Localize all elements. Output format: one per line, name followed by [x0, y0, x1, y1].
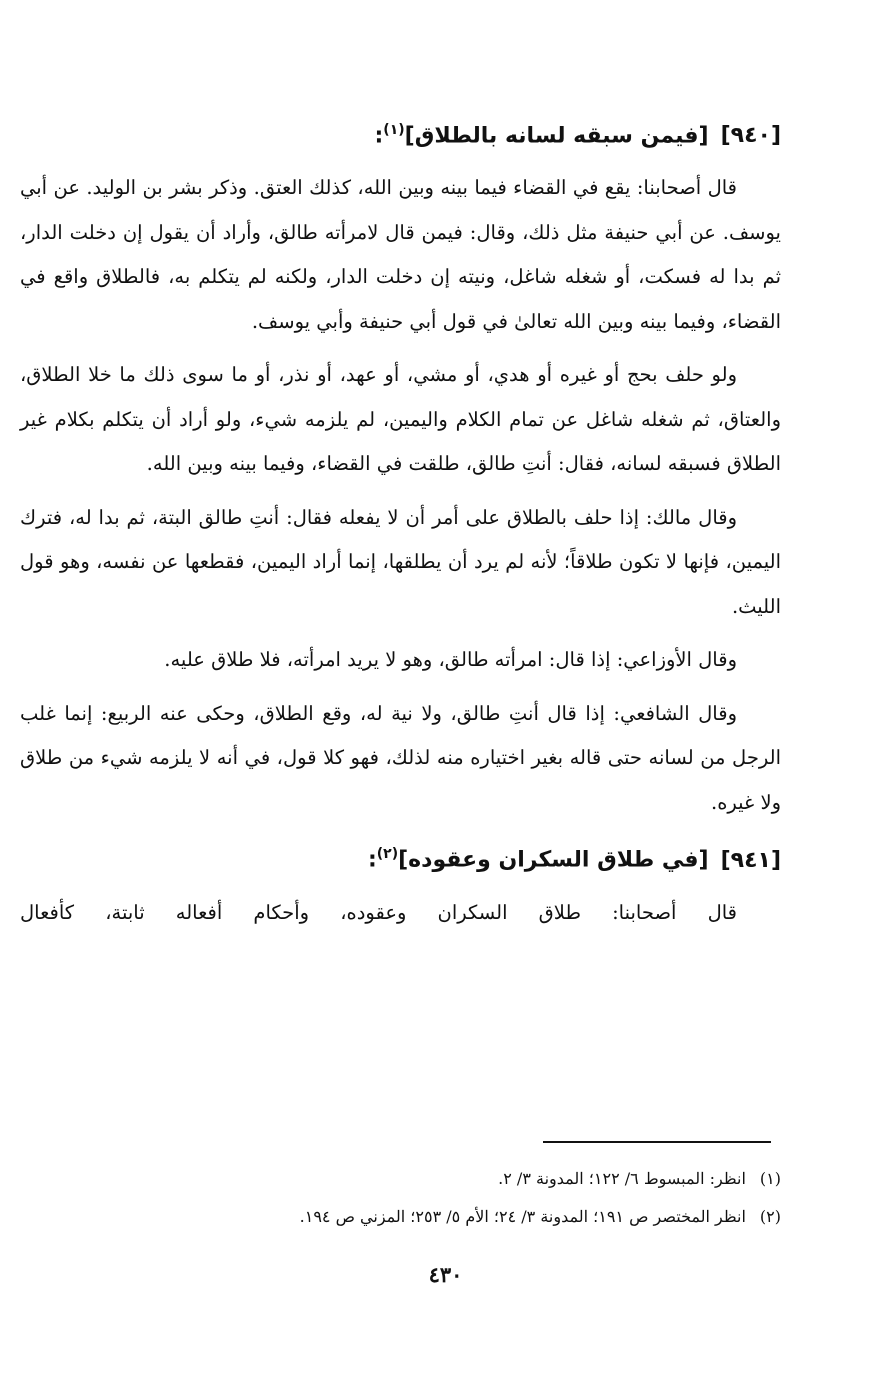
footnote-text: انظر المختصر ص ١٩١؛ المدونة ٣/ ٢٤؛ الأم ٥/ ٢٥٣؛ المزني ص ١٩٤.: [299, 1207, 746, 1226]
heading-colon: :: [367, 847, 377, 873]
footnote-2: [20, 1198, 781, 1236]
footnote-separator: [543, 1141, 771, 1143]
footnotes: [20, 1160, 781, 1236]
page-number: ٤٣٠: [428, 1262, 463, 1287]
footnote-1: [20, 1160, 781, 1198]
section-number: [٩٤١]: [720, 847, 781, 873]
paragraph: وقال مالك: إذا حلف بالطلاق على أمر أن لا يفعله فقال: أنتِ طالق البتة، ثم بدا له، فترك اليمين، فإنها لا تكون طلاقاً؛ لأنه لم يرد أن يطلقها، إنما أراد اليمين، فقطعها عن نفسه، وهو قول الليث.: [20, 505, 781, 618]
section-title: [فيمن سبقه لسانه بالطلاق]: [404, 123, 709, 149]
section-number: [٩٤٠]: [720, 123, 781, 149]
heading-colon: :: [374, 123, 384, 149]
footnote-text: انظر: المبسوط ٦/ ١٢٢؛ المدونة ٣/ ٢.: [498, 1169, 746, 1188]
paragraph: ولو حلف بحج أو غيره أو هدي، أو مشي، أو عهد، أو نذر، أو ما سوى ذلك ما خلا الطلاق، والعتاق، ثم شغله شاغل عن تمام الكلام واليمين، لم يلزمه شيء، ولو أراد أن يتكلم بكلام غير الطلاق فسبقه لسانه، فقال: أنتِ طالق، طلقت في القضاء، وفيما بينه وبين الله.: [20, 363, 781, 476]
section-title: [في طلاق السكران وعقوده]: [398, 847, 709, 873]
paragraph: وقال الشافعي: إذا قال أنتِ طالق، ولا نية له، وقع الطلاق، وحكى عنه الربيع: إنما غلب الرجل من لسانه حتى قاله بغير اختياره منه لذلك، فهو كلا قول، في أنه لا يلزمه شيء من طلاق ولا غيره.: [20, 701, 781, 814]
section-heading-941: [20, 834, 781, 880]
paragraph: قال أصحابنا: طلاق السكران وعقوده، وأحكام أفعاله ثابتة، كأفعال: [20, 900, 737, 924]
footnote-ref: (٢): [376, 846, 399, 863]
footnote-mark: (١): [759, 1169, 781, 1188]
paragraph: وقال الأوزاعي: إذا قال: امرأته طالق، وهو لا يريد امرأته، فلا طلاق عليه.: [164, 648, 737, 672]
footnote-mark: (٢): [759, 1207, 781, 1226]
section-heading-940: [20, 110, 781, 156]
page-body: [20, 110, 781, 944]
footnote-ref: (١): [383, 122, 405, 138]
paragraph: قال أصحابنا: يقع في القضاء فيما بينه وبين الله، كذلك العتق. وذكر بشر بن الوليد. عن أبي يوسف. عن أبي حنيفة مثل ذلك، وقال: فيمن قال لامرأته طالق، وأراد أن يقول إن دخلت الدار، ثم بدا له فسكت، أو شغله شاغل، ونيته إن دخلت الدار، ولكنه لم يتكلم به، فالطلاق واقع في القضاء، وفيما بينه وبين الله تعالىٰ في قول أبي حنيفة وأبي يوسف.: [20, 176, 781, 333]
